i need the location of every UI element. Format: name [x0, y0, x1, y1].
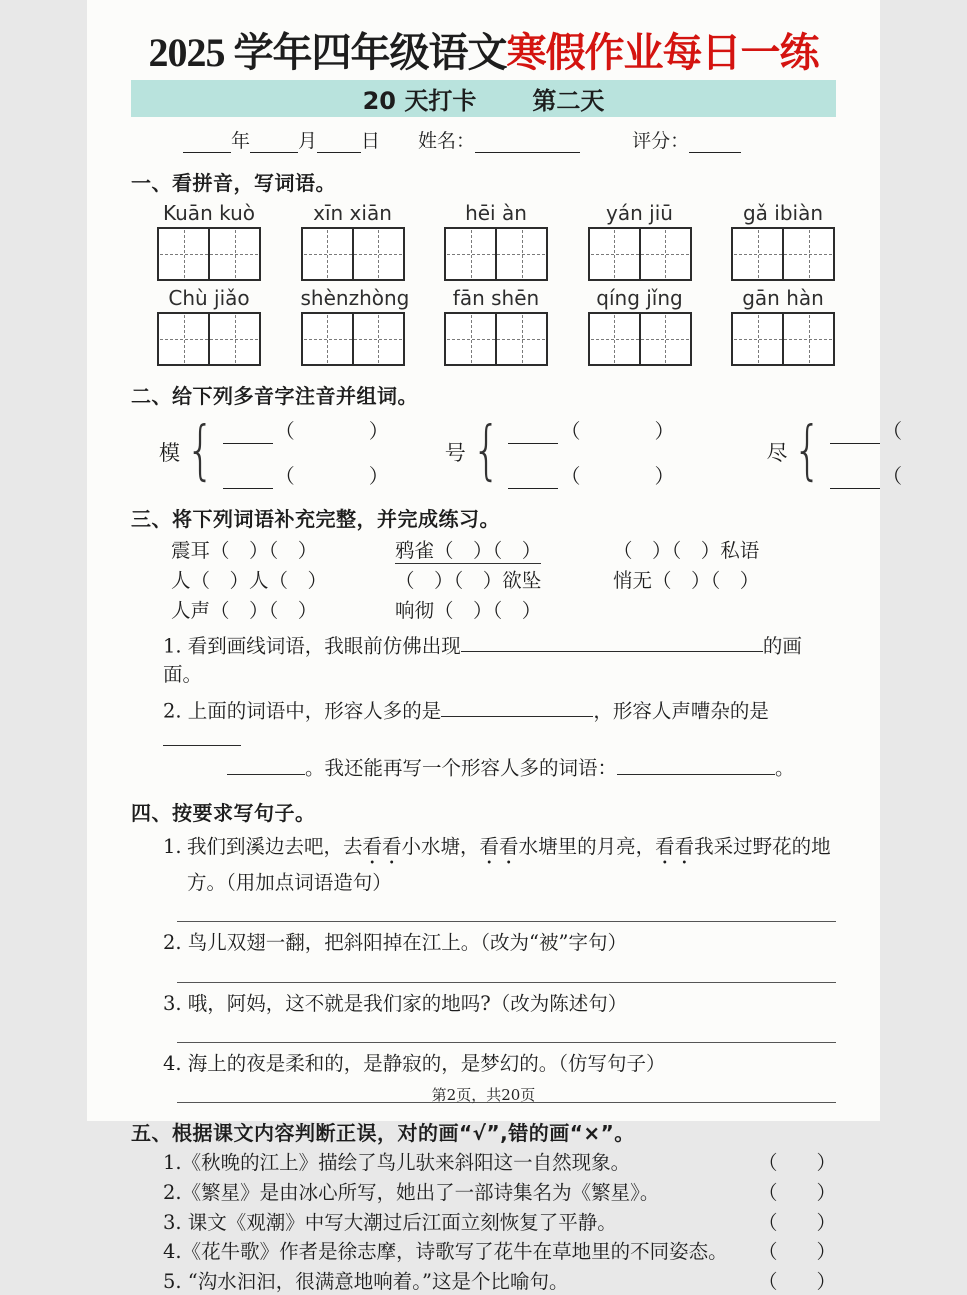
open-paren: （	[882, 418, 903, 443]
idiom-cell-underlined: 鸦雀（ ）（ ）	[395, 538, 542, 562]
pronunciation-blank	[223, 423, 273, 444]
emphasized-word: 看看	[655, 835, 695, 859]
duoyin-group-jin	[766, 415, 967, 489]
true-false-item: 2.《繁星》是由冰心所写，她出了一部诗集名为《繁星》。 （ ）	[163, 1180, 836, 1204]
title-black: 2025 学年四年级语文	[148, 30, 507, 75]
idiom-cell: 响彻（ ）（ ）	[395, 599, 542, 623]
true-false-item: 3. 课文《观潮》中写大潮过后江面立刻恢复了平静。 （ ）	[163, 1210, 836, 1234]
idiom-cell: （ ）（ ）私语	[613, 538, 760, 562]
true-false-item: 4.《花牛歌》作者是徐志摩，诗歌写了花牛在草地里的不同姿态。 （ ）	[163, 1240, 836, 1264]
brace-glyph: {	[186, 414, 215, 488]
duoyin-char: 号	[444, 440, 466, 465]
writing-box	[301, 312, 405, 366]
duoyin-char: 尽	[766, 440, 788, 465]
true-false-item: 1.《秋晚的江上》描绘了鸟儿驮来斜阳这一自然现象。 （ ）	[163, 1151, 836, 1175]
pinyin-row-2	[131, 286, 836, 366]
answer-blank	[461, 632, 763, 652]
title-red: 寒假作业每日一练	[506, 30, 819, 75]
sentence-item-4: 4. 海上的夜是柔和的，是静寂的，是梦幻的。（仿写句子）	[163, 1051, 666, 1075]
sentence-item-1: 1. 我们到溪边去吧，去看看小水塘，看看水塘里的月亮，看看我采过野花的地方。（用加点词语造句）	[163, 835, 831, 895]
section4-heading: 四、按要求写句子。	[131, 801, 316, 826]
month-label: 月	[298, 130, 318, 152]
day-banner	[131, 80, 836, 117]
year-blank	[183, 133, 231, 153]
writing-box	[301, 227, 405, 281]
brace-glyph: {	[471, 414, 501, 488]
open-paren: （	[560, 418, 581, 443]
section3-heading: 三、将下列词语补充完整，并完成练习。	[131, 506, 500, 531]
answer-line	[177, 921, 836, 922]
year-label: 年	[231, 130, 251, 152]
judge-paren: （ ）	[757, 1151, 836, 1175]
emphasized-word: 看看	[362, 835, 402, 859]
open-paren: （	[560, 463, 581, 488]
idiom-cell: 震耳（ ）（ ）	[171, 538, 318, 562]
duoyin-group-mo	[159, 415, 389, 489]
idiom-grid	[171, 538, 836, 624]
answer-blank	[441, 697, 593, 717]
pinyin-label: xīn xiān	[313, 200, 392, 225]
pinyin-label: gǎ ibiàn	[742, 200, 824, 225]
section3-question-2: 2. 上面的词语中，形容人多的是 ，形容人声嘈杂的是 。我还能再写一个形容人多的词语： 。	[163, 697, 836, 783]
duoyin-group-hao	[445, 415, 675, 489]
sentence-item-3: 3. 哦，阿妈，这不就是我们家的地吗?（改为陈述句）	[163, 991, 628, 1015]
true-false-item: 5. “沟水汩汩，很满意地响着。”这是个比喻句。 （ ）	[163, 1270, 836, 1294]
month-blank	[250, 133, 298, 153]
page-number-footer: 第2页，共20页	[431, 1086, 536, 1104]
duoyin-row	[159, 414, 903, 489]
pronunciation-blank	[830, 468, 880, 489]
writing-box	[588, 312, 692, 366]
pinyin-label: qíng jǐng	[596, 285, 683, 310]
writing-box	[157, 312, 261, 366]
section5-heading: 五、根据课文内容判断正误，对的画“√”,错的画“×”。	[131, 1121, 635, 1146]
close-paren: ）	[368, 418, 389, 443]
pinyin-label: hēi àn	[465, 200, 527, 225]
brace-glyph: {	[793, 414, 823, 488]
close-paren: ）	[654, 463, 675, 488]
writing-box	[731, 227, 835, 281]
pinyin-label: fān shēn	[452, 285, 540, 310]
score-blank	[689, 133, 741, 153]
open-paren: （	[274, 418, 295, 443]
open-paren: （	[882, 463, 903, 488]
pinyin-label: shènzhòng	[300, 285, 410, 310]
answer-blank	[617, 754, 775, 774]
worksheet-page	[87, 0, 903, 1294]
pinyin-label: Chù jiǎo	[168, 285, 250, 310]
score-label: 评分：	[632, 130, 690, 152]
close-paren: ）	[368, 463, 389, 488]
judge-paren: （ ）	[757, 1210, 836, 1234]
pronunciation-blank	[508, 423, 558, 444]
section2-heading: 二、给下列多音字注音并组词。	[131, 383, 418, 408]
pinyin-label: Kuān kuò	[163, 200, 255, 225]
pinyin-row-1	[131, 201, 836, 281]
close-paren: ）	[654, 418, 675, 443]
idiom-cell: 悄无（ ）（ ）	[613, 569, 760, 593]
pronunciation-blank	[223, 468, 273, 489]
pronunciation-blank	[508, 468, 558, 489]
writing-box	[444, 227, 548, 281]
judge-paren: （ ）	[757, 1180, 836, 1204]
name-label: 姓名：	[418, 130, 476, 152]
section3-question-1: 1. 看到画线词语，我眼前仿佛出现 的画面。	[163, 632, 836, 689]
answer-blank	[227, 754, 305, 774]
sentence-item-2: 2. 鸟儿双翅一翻，把斜阳掉在江上。（改为“被”字句）	[163, 931, 627, 955]
duoyin-char: 模	[159, 440, 180, 465]
idiom-cell	[613, 598, 836, 623]
writing-box	[444, 312, 548, 366]
writing-box	[588, 227, 692, 281]
writing-box	[157, 227, 261, 281]
open-paren: （	[274, 463, 295, 488]
judge-paren: （ ）	[757, 1240, 836, 1264]
section1-heading: 一、看拼音，写词语。	[131, 170, 336, 195]
pinyin-label: yán jiū	[606, 200, 673, 225]
page-title	[131, 30, 836, 76]
date-name-score-line	[183, 130, 836, 153]
pinyin-label: gān hàn	[742, 285, 824, 310]
judge-paren: （ ）	[757, 1270, 836, 1294]
writing-box	[731, 312, 835, 366]
banner-checkin-label: 20 天打卡	[362, 87, 477, 115]
answer-line	[177, 1042, 836, 1043]
pronunciation-blank	[830, 423, 880, 444]
emphasized-word: 看看	[479, 835, 519, 859]
answer-blank	[163, 726, 241, 746]
banner-day-label: 第二天	[532, 87, 605, 115]
name-blank	[475, 133, 580, 153]
idiom-cell: 人声（ ）（ ）	[171, 599, 318, 623]
idiom-cell: （ ）（ ）欲坠	[395, 569, 542, 593]
day-blank	[317, 133, 361, 153]
idiom-cell: 人（ ）人（ ）	[171, 569, 328, 593]
day-label: 日	[361, 130, 381, 152]
answer-line	[177, 982, 836, 983]
